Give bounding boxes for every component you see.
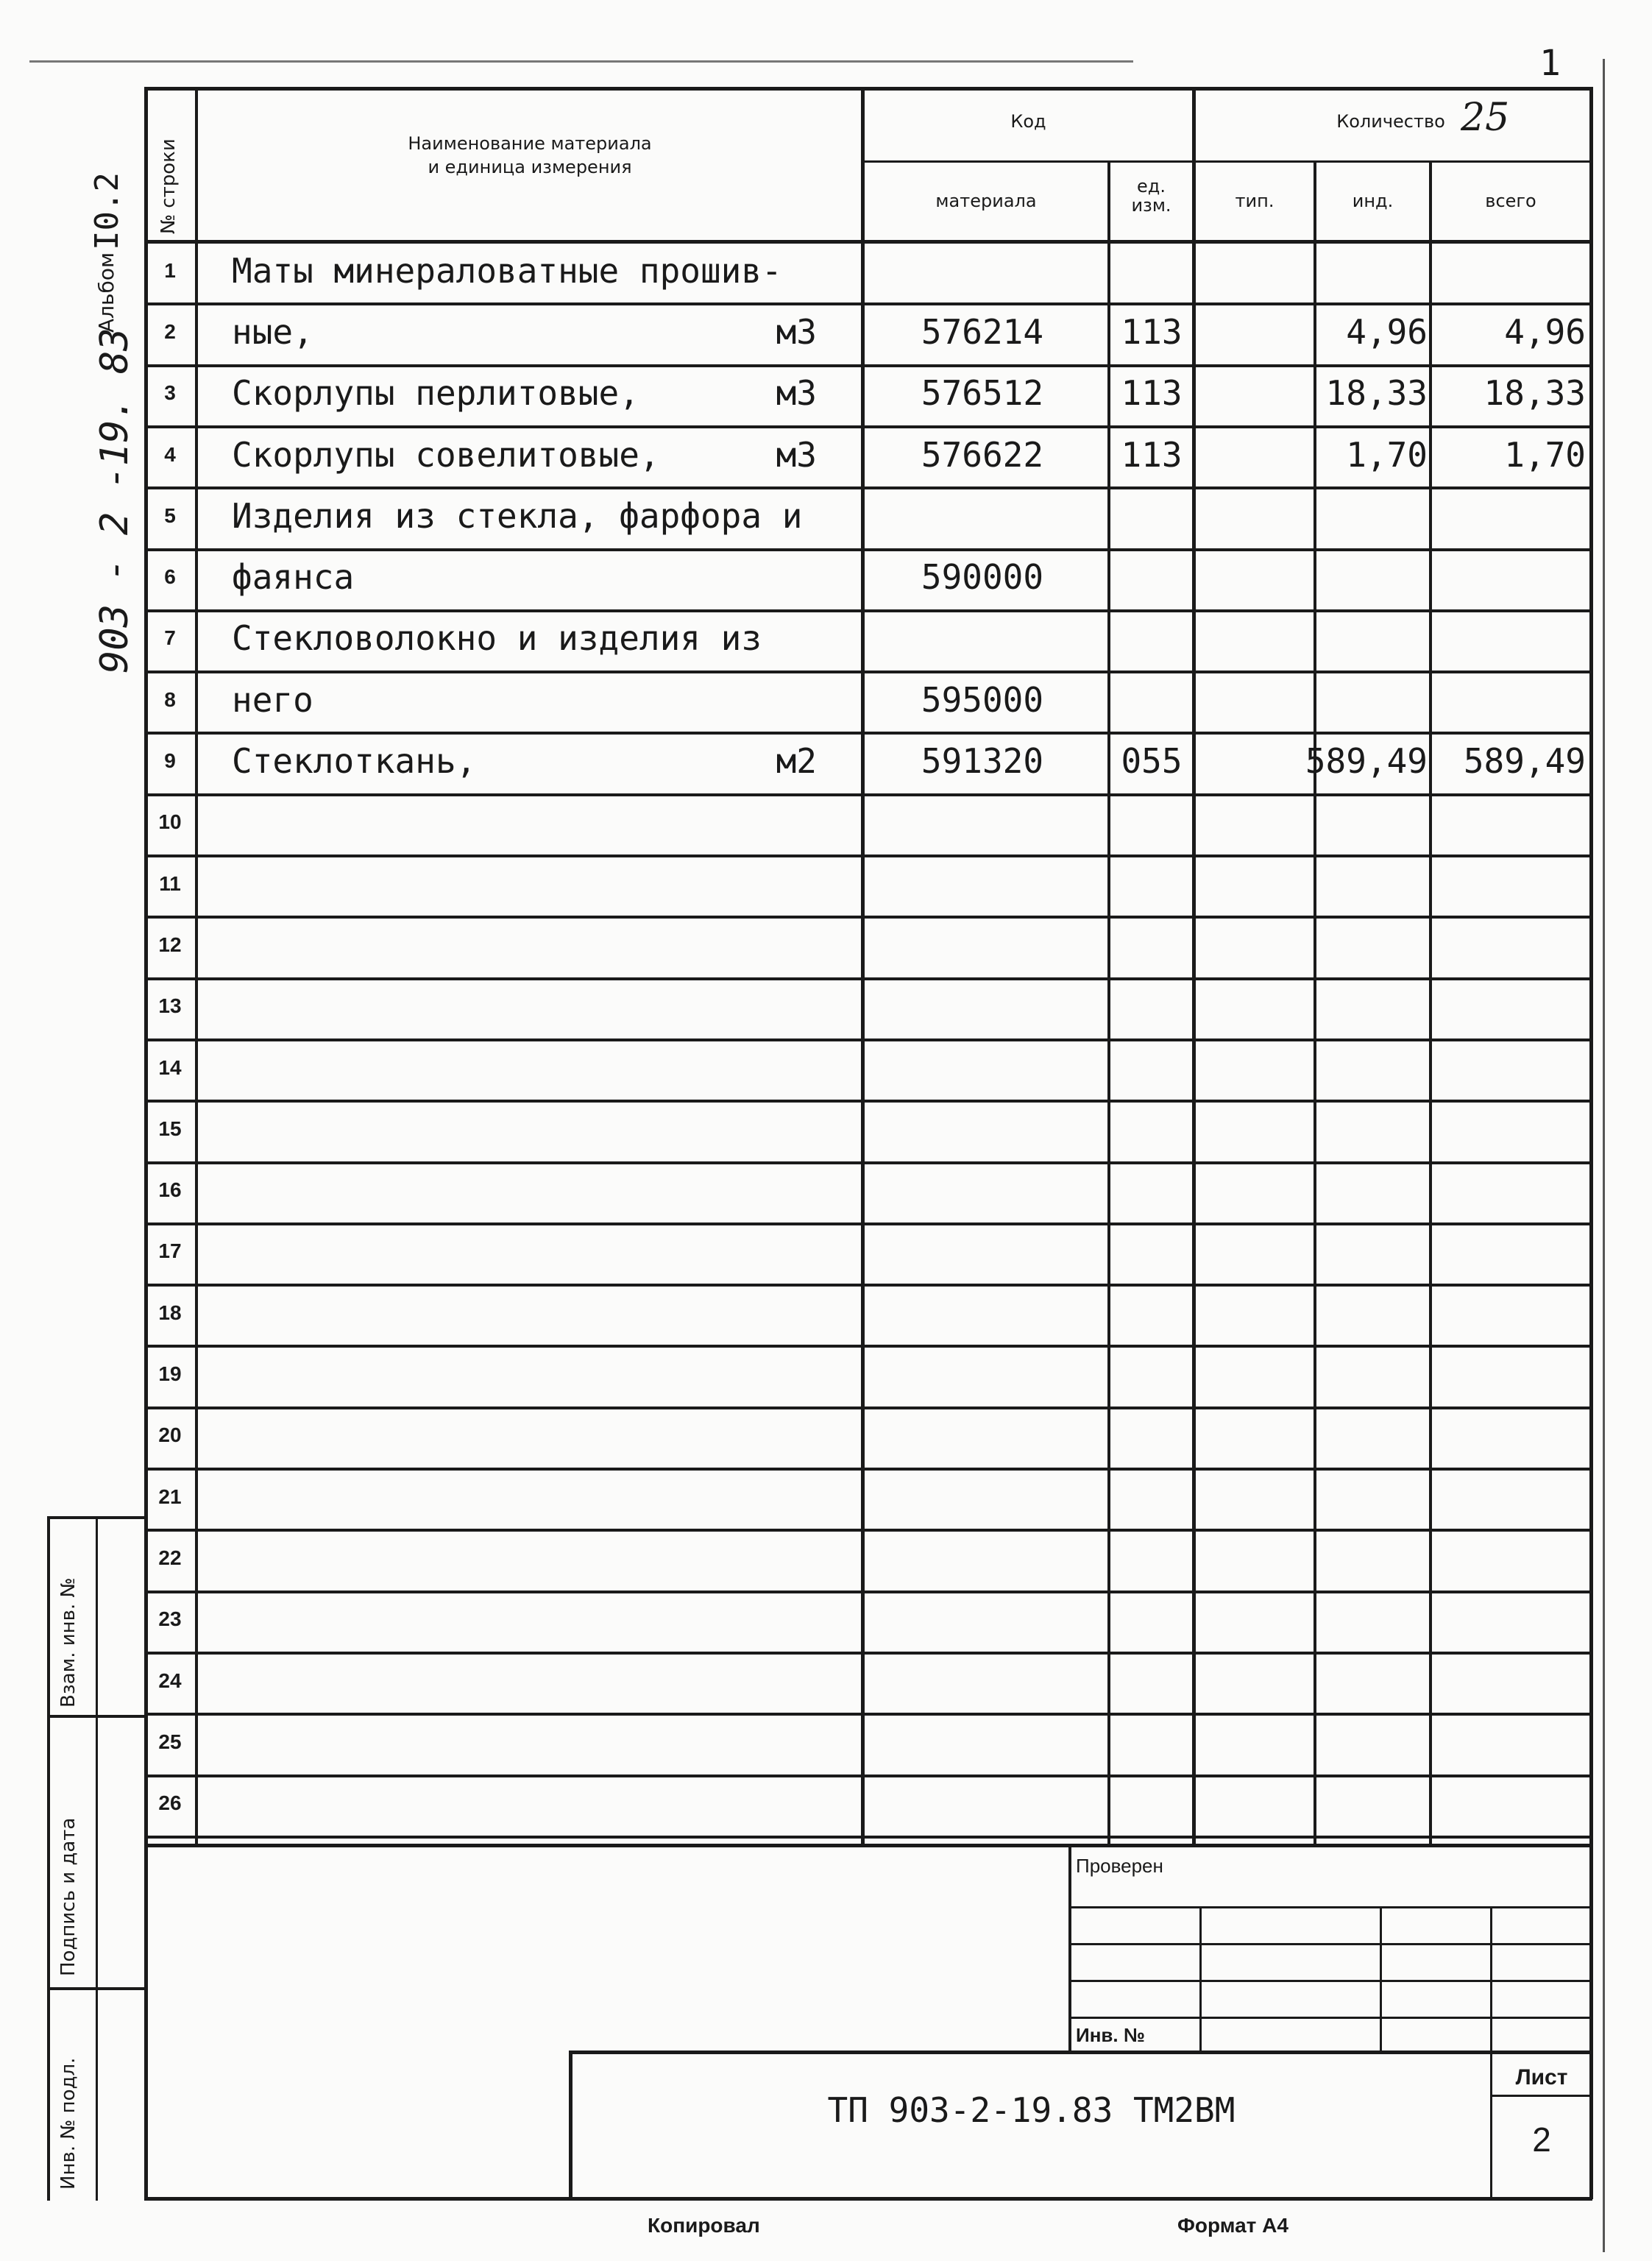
row-divider — [144, 1223, 1592, 1225]
quantity-ind: 1,70 — [1346, 434, 1428, 475]
stamp-border-left — [47, 1516, 50, 2201]
row-divider — [144, 1161, 1592, 1164]
quantity-header: Количество — [1336, 111, 1445, 132]
top-edge-line — [29, 60, 1133, 63]
col-line-name — [861, 87, 865, 1846]
row-divider — [144, 1713, 1592, 1716]
format-label: Формат А4 — [1177, 2214, 1288, 2237]
row-divider — [144, 364, 1592, 367]
material-name: Скорлупы перлитовые, — [232, 373, 639, 414]
row-number: 10 — [158, 810, 182, 834]
code-material-header: материала — [935, 191, 1037, 211]
quantity-total: 1,70 — [1504, 434, 1586, 475]
unit-code: 055 — [1121, 741, 1183, 782]
album-label: Альбом — [94, 252, 118, 333]
stamp-podpis-data: Подпись и дата — [57, 1817, 79, 1976]
row-divider — [144, 486, 1592, 489]
unit: м3 — [776, 373, 817, 414]
copied-label: Копировал — [648, 2214, 760, 2237]
row-divider — [144, 916, 1592, 919]
tb-designation-top — [569, 2051, 1592, 2054]
unit: м3 — [776, 434, 817, 475]
row-divider — [144, 1038, 1592, 1041]
stamp-inner-line — [96, 1516, 98, 2201]
row-number: 11 — [159, 871, 181, 895]
row-number: 26 — [158, 1791, 182, 1815]
row-number: 22 — [158, 1546, 182, 1569]
quantity-ind: 18,33 — [1325, 373, 1428, 414]
code-header: Код — [1010, 111, 1046, 132]
material-name: ные, — [232, 311, 313, 352]
header-bottom-line — [144, 240, 1592, 244]
row-divider — [144, 1345, 1592, 1348]
row-divider — [144, 302, 1592, 305]
row-number: 23 — [158, 1607, 182, 1631]
row-number: 8 — [164, 687, 176, 711]
row-number: 17 — [158, 1239, 182, 1263]
title-block-top — [144, 1844, 1592, 1847]
quantity-total: 4,96 — [1504, 311, 1586, 352]
unit-code: 113 — [1121, 311, 1183, 352]
row-divider — [144, 1591, 1592, 1593]
quantity-total: 18,33 — [1483, 373, 1586, 414]
quantity-total: 589,49 — [1463, 741, 1586, 782]
material-code: 595000 — [921, 679, 1044, 720]
row-divider — [144, 793, 1592, 796]
tb-row-line-2 — [1068, 1943, 1592, 1945]
table-border-top — [144, 87, 1592, 91]
material-code: 576512 — [921, 373, 1044, 414]
project-code: 903 - 2 -19. 83 — [93, 328, 137, 673]
stamp-vzam-inv: Взам. инв. № — [57, 1577, 79, 1708]
material-name: фаянса — [232, 557, 355, 598]
row-number: 2 — [164, 319, 176, 343]
unit: м3 — [776, 311, 817, 352]
quantity-total-header: всего — [1485, 191, 1536, 211]
unit-code: 113 — [1121, 434, 1183, 475]
row-number: 9 — [164, 749, 176, 773]
material-name: Стекловолокно и изделия из — [232, 618, 762, 659]
row-divider — [144, 854, 1592, 857]
unit-code: 113 — [1121, 373, 1183, 414]
row-divider — [144, 425, 1592, 428]
row-divider — [144, 1284, 1592, 1287]
stamp-inv-podl: Инв. № подл. — [57, 2057, 79, 2190]
row-divider — [144, 1407, 1592, 1409]
row-divider — [144, 548, 1592, 551]
quantity-ind: 589,49 — [1305, 741, 1428, 782]
handwritten-page-number: 25 — [1461, 96, 1510, 140]
tb-row-line-1 — [1068, 1906, 1592, 1908]
row-number: 4 — [164, 442, 176, 466]
row-divider — [144, 1529, 1592, 1532]
row-number: 6 — [164, 565, 176, 589]
code-unit-header-line2: изм. — [1131, 195, 1171, 216]
sheet-label: Лист — [1515, 2065, 1568, 2090]
tb-col-line-1 — [1199, 1906, 1202, 2053]
row-divider — [144, 1100, 1592, 1103]
sheet-number: 2 — [1532, 2120, 1551, 2159]
name-header-line1: Наименование материала — [408, 133, 652, 154]
material-code: 590000 — [921, 557, 1044, 598]
quantity-ind-header: инд. — [1352, 191, 1394, 211]
quantity-typ-header: тип. — [1235, 191, 1275, 211]
row-number-header: № строки — [157, 138, 180, 234]
col-line-num — [195, 87, 198, 1846]
material-name: Изделия из стекла, фарфора и — [232, 495, 803, 536]
material-name: Маты минераловатные прошив- — [232, 250, 782, 291]
row-number: 14 — [158, 1055, 182, 1079]
material-code: 576214 — [921, 311, 1044, 352]
row-number: 19 — [158, 1362, 182, 1386]
row-number: 12 — [158, 933, 182, 956]
row-number: 25 — [158, 1730, 182, 1753]
table-border-right — [1589, 87, 1593, 2199]
unit: м2 — [776, 741, 817, 782]
tb-col-line-2 — [1380, 1906, 1382, 2053]
row-divider — [144, 732, 1592, 735]
row-divider — [144, 1468, 1592, 1471]
table-border-bottom — [144, 2197, 1592, 2201]
document-designation: ТП 903-2-19.83 ТМ2ВМ — [827, 2090, 1236, 2130]
row-number: 18 — [158, 1301, 182, 1324]
row-number: 7 — [164, 626, 176, 650]
material-code: 591320 — [921, 741, 1044, 782]
row-number: 5 — [164, 503, 176, 527]
row-number: 24 — [158, 1669, 182, 1692]
row-divider — [144, 609, 1592, 612]
row-number: 1 — [164, 258, 176, 282]
row-divider — [144, 977, 1592, 980]
tb-row-line-3 — [1068, 1980, 1592, 1982]
material-name: него — [232, 679, 313, 720]
checked-label: Проверен — [1076, 1855, 1163, 1877]
row-divider — [144, 1836, 1592, 1839]
row-divider — [144, 670, 1592, 673]
material-code: 576622 — [921, 434, 1044, 475]
tb-vert-left — [1068, 1844, 1071, 2053]
row-number: 21 — [158, 1485, 182, 1508]
material-name: Скорлупы совелитовые, — [232, 434, 660, 475]
inv-label: Инв. № — [1076, 2024, 1145, 2046]
header-sub-line — [861, 160, 1592, 163]
material-name: Стеклоткань, — [232, 741, 477, 782]
row-number: 16 — [158, 1178, 182, 1202]
tb-sheet-line — [1490, 2095, 1592, 2097]
row-divider — [144, 1652, 1592, 1655]
row-number: 15 — [158, 1117, 182, 1140]
row-number: 13 — [158, 994, 182, 1018]
row-number: 20 — [158, 1423, 182, 1447]
tb-row-line-4 — [1068, 2017, 1592, 2019]
right-edge-line — [1603, 59, 1605, 2252]
code-unit-header-line1: ед. — [1137, 176, 1166, 197]
row-number: 3 — [164, 381, 176, 405]
album-number: I0.2 — [88, 172, 126, 250]
quantity-ind: 4,96 — [1346, 311, 1428, 352]
row-divider — [144, 1775, 1592, 1777]
corner-mark: 1 — [1539, 43, 1561, 84]
name-header-line2: и единица измерения — [428, 157, 632, 177]
